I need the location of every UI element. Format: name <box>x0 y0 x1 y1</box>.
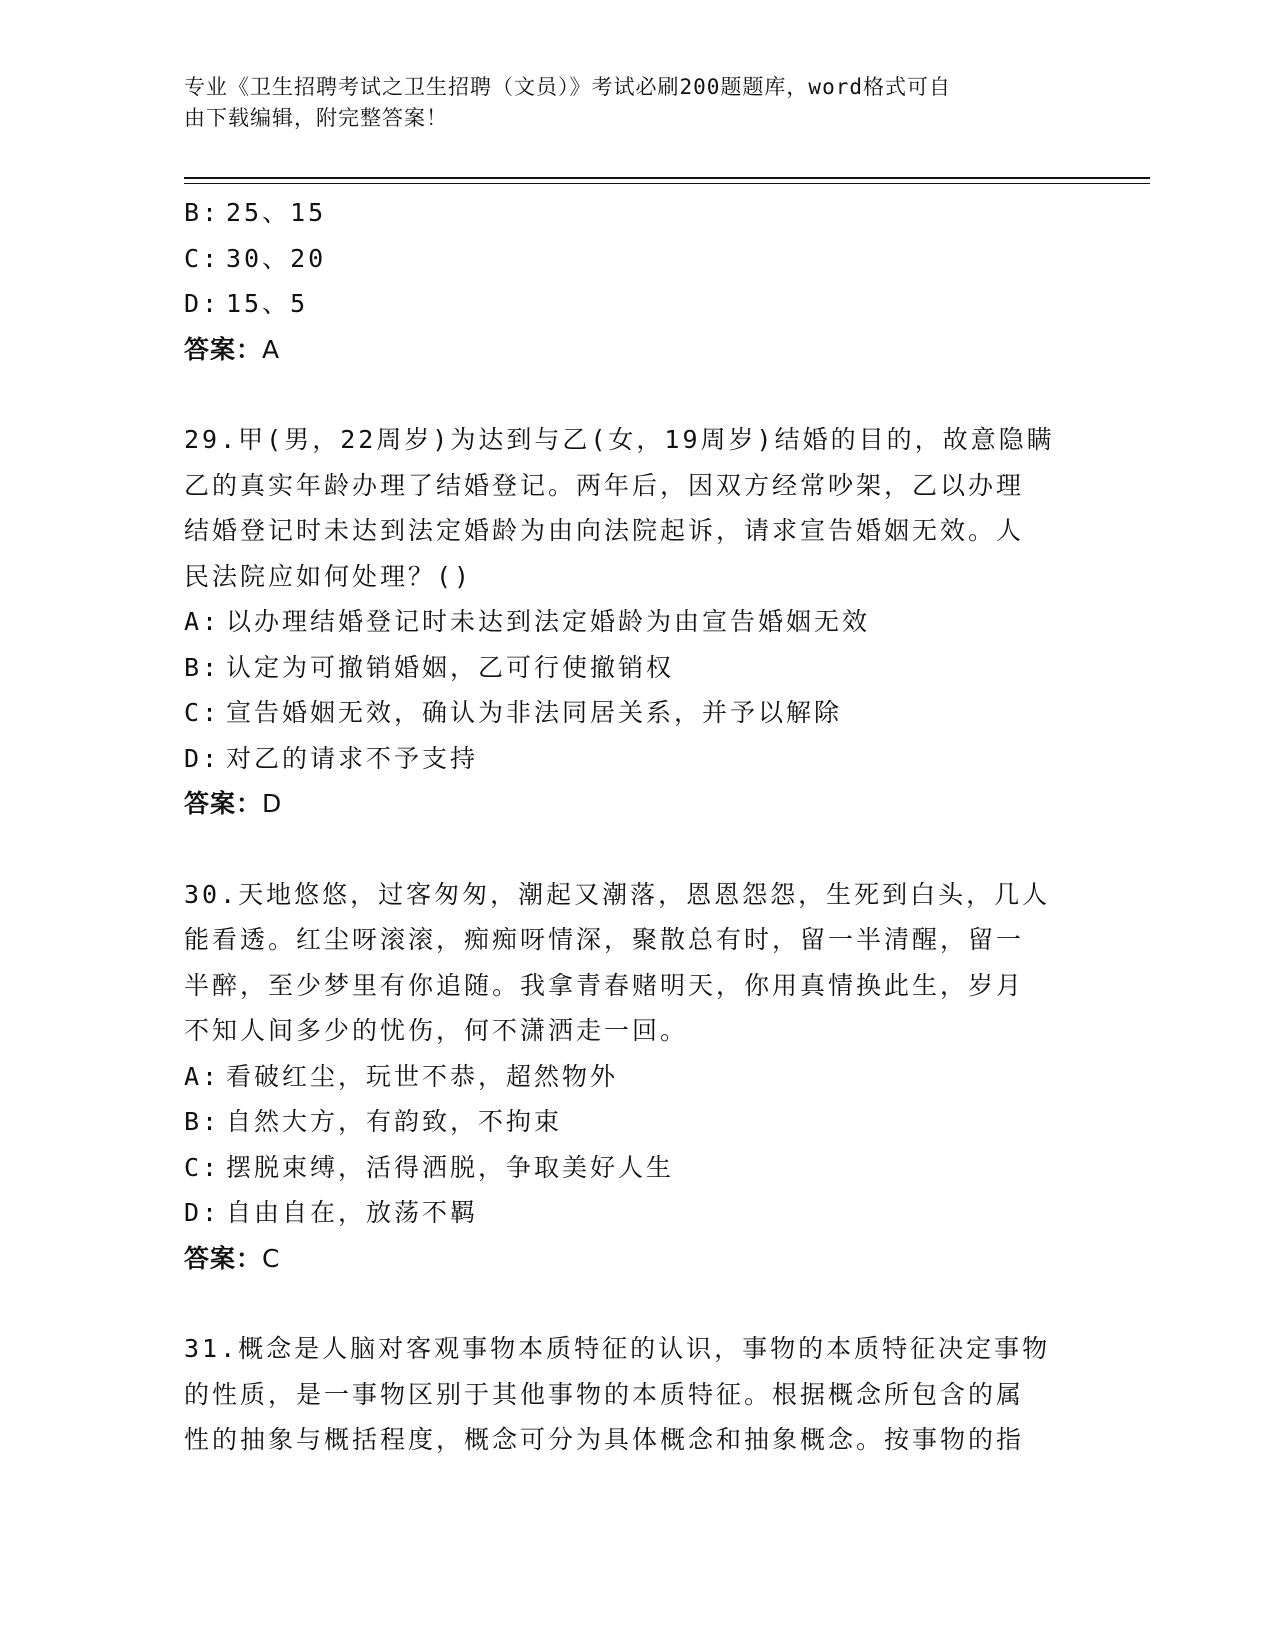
option-letter: D: <box>184 289 221 318</box>
option-letter: A: <box>184 607 221 636</box>
option-text: 摆脱束缚，活得洒脱，争取美好人生 <box>226 1152 675 1182</box>
option-c <box>184 236 1064 282</box>
option-text: 认定为可撤销婚姻，乙可行使撤销权 <box>226 652 675 682</box>
option-text: 30、20 <box>226 243 327 273</box>
option-letter: D: <box>184 743 221 773</box>
option-b <box>184 645 1064 691</box>
question-text-line: 性的抽象与概括程度，概念可分为具体概念和抽象概念。按事物的指 <box>184 1425 1025 1454</box>
question-31 <box>184 1326 1064 1463</box>
option-letter: B: <box>184 652 221 682</box>
header-divider-thin <box>184 183 1150 184</box>
document-header <box>184 72 1064 134</box>
option-text: 15、5 <box>226 289 309 318</box>
question-spacer <box>184 1281 1064 1326</box>
option-letter: C: <box>184 243 221 273</box>
question-text-line: 的性质，是一事物区别于其他事物的本质特征。根据概念所包含的属 <box>184 1379 1025 1409</box>
answer-label: 答案： <box>184 1243 263 1273</box>
header-divider-thick <box>184 177 1150 179</box>
answer-label: 答案： <box>184 334 263 364</box>
header-line-2: 由下载编辑，附完整答案！ <box>184 106 448 130</box>
header-line-1: 专业《卫生招聘考试之卫生招聘（文员）》考试必刷200题题库，word格式可自 <box>184 75 951 99</box>
answer-label: 答案： <box>184 789 263 818</box>
option-text: 自然大方，有韵致，不拘束 <box>226 1107 563 1136</box>
question-28-partial <box>184 190 1064 372</box>
question-text-line: 不知人间多少的忧伤，何不潇洒走一回。 <box>184 1016 689 1045</box>
question-text-line: 乙的真实年龄办理了结婚登记。两年后，因双方经常吵架，乙以办理 <box>184 470 1025 500</box>
document-body <box>184 190 1064 1463</box>
answer-value: A <box>262 334 283 364</box>
option-b <box>184 190 1064 236</box>
option-d <box>184 736 1064 782</box>
option-a <box>184 1054 1064 1100</box>
answer-value: D <box>262 789 285 818</box>
option-letter: C: <box>184 698 221 727</box>
option-d <box>184 1190 1064 1236</box>
option-c <box>184 690 1064 736</box>
question-text-line: 31.概念是人脑对客观事物本质特征的认识，事物的本质特征决定事物 <box>184 1334 1051 1363</box>
answer-value: C <box>262 1243 283 1273</box>
option-text: 对乙的请求不予支持 <box>226 743 479 773</box>
question-text-line: 结婚登记时未达到法定婚龄为由向法院起诉，请求宣告婚姻无效。人 <box>184 516 1025 545</box>
question-text-line: 民法院应如何处理？() <box>184 561 473 591</box>
question-text-line: 能看透。红尘呀滚滚，痴痴呀情深，聚散总有时，留一半清醒，留一 <box>184 925 1025 954</box>
question-text-line: 半醉，至少梦里有你追随。我拿青春赌明天，你用真情换此生，岁月 <box>184 970 1025 1000</box>
option-text: 自由自在，放荡不羁 <box>226 1198 479 1227</box>
question-text-line: 30.天地悠悠，过客匆匆，潮起又潮落，恩恩怨怨，生死到白头，几人 <box>184 879 1051 909</box>
answer-line <box>184 327 1064 373</box>
question-spacer <box>184 827 1064 872</box>
answer-line <box>184 781 1064 827</box>
option-text: 宣告婚姻无效，确认为非法同居关系，并予以解除 <box>226 698 843 727</box>
option-b <box>184 1099 1064 1145</box>
question-spacer <box>184 372 1064 417</box>
question-text-line: 29.甲(男，22周岁)为达到与乙(女，19周岁)结婚的目的，故意隐瞒 <box>184 425 1055 454</box>
option-letter: B: <box>184 1107 221 1136</box>
option-letter: B: <box>184 198 221 227</box>
answer-line <box>184 1236 1064 1282</box>
option-text: 看破红尘，玩世不恭，超然物外 <box>226 1061 619 1091</box>
option-letter: D: <box>184 1198 221 1227</box>
option-text: 以办理结婚登记时未达到法定婚龄为由宣告婚姻无效 <box>226 607 871 636</box>
option-d <box>184 281 1064 327</box>
question-30 <box>184 872 1064 1282</box>
option-letter: A: <box>184 1061 221 1091</box>
question-29 <box>184 417 1064 827</box>
option-text: 25、15 <box>226 198 327 227</box>
option-letter: C: <box>184 1152 221 1182</box>
option-a <box>184 599 1064 645</box>
option-c <box>184 1145 1064 1191</box>
